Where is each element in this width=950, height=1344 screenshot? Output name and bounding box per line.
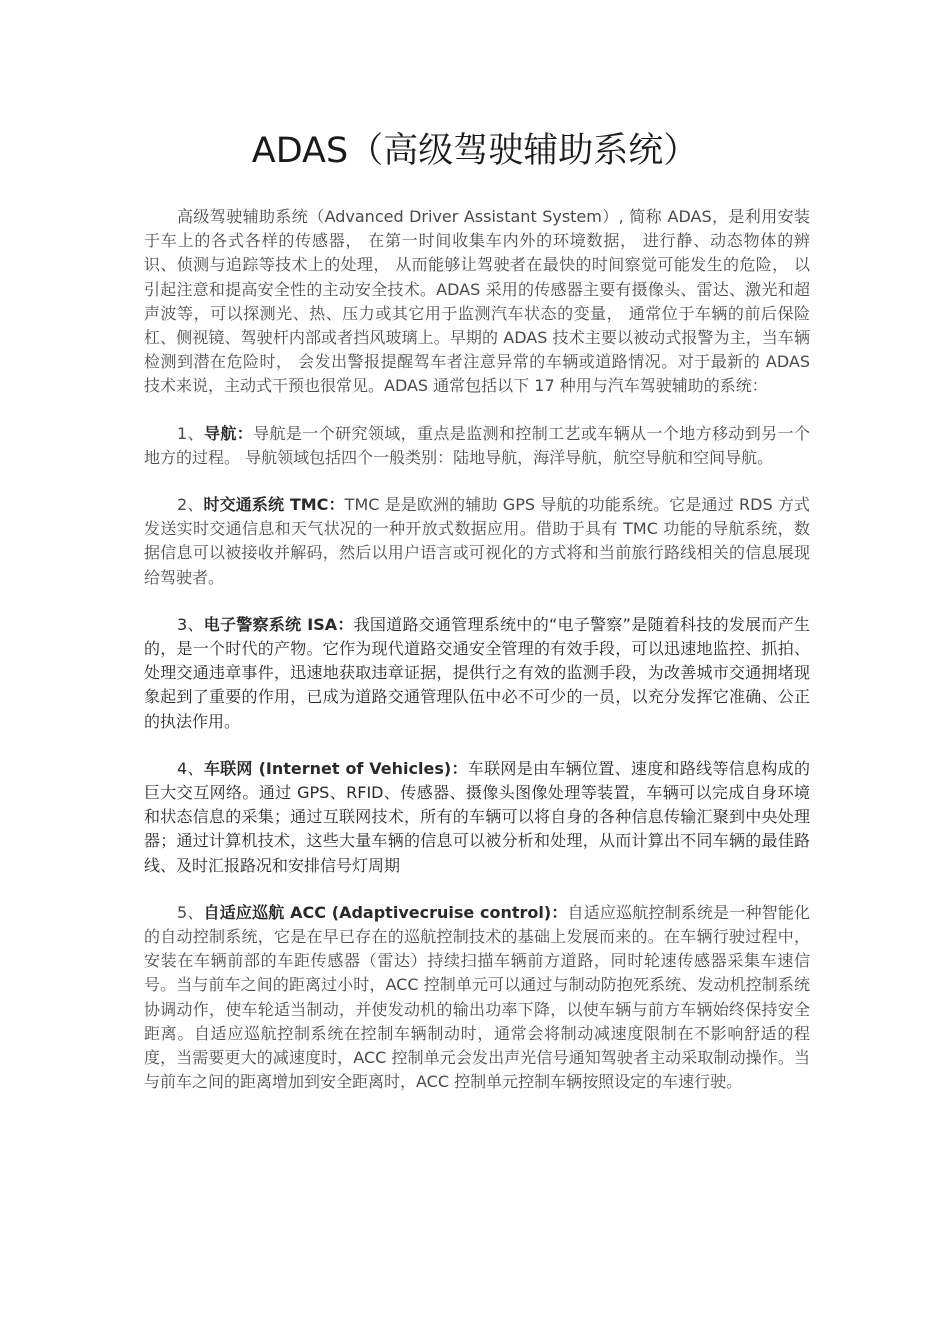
item-number: 4、	[177, 758, 204, 778]
item-text: TMC 是是欧洲的辅助 GPS 导航的功能系统。它是通过 RDS 方式发送实时交通信息和天气状况的一种开放式数据应用。借助于具有 TMC 功能的导航系统，数据信息可以被接收并解码，然后以用户语言或可视化的方式将和当前旅行路线相关的信息展现给驾驶者。	[144, 495, 810, 587]
item-paragraph-3	[144, 613, 810, 734]
item-heading: 导航：	[203, 423, 254, 443]
item-number: 2、	[177, 495, 204, 515]
item-number: 5、	[177, 902, 204, 922]
item-number: 3、	[177, 614, 204, 634]
item-paragraph-5	[144, 901, 810, 1095]
item-text: 自适应巡航控制系统是一种智能化的自动控制系统，它是在早已存在的巡航控制技术的基础上发展而来的。在车辆行驶过程中，安装在车辆前部的车距传感器（雷达）持续扫描车辆前方道路，同时轮速传感器采集车速信号。当与前车之间的距离过小时，ACC 控制单元可以通过与制动防抱死系统、发动机控制系统协调动作，使车轮适当制动，并使发动机的输出功率下降，以使车辆与前方车辆始终保持安全距离。自适应巡航控制系统在控制车辆制动时，通常会将制动减速度限制在不影响舒适的程度，当需要更大的减速度时，ACC 控制单元会发出声光信号通知驾驶者主动采取制动操作。当与前车之间的距离增加到安全距离时，ACC 控制单元控制车辆按照设定的车速行驶。	[144, 902, 810, 1092]
item-paragraph-4	[144, 757, 810, 878]
intro-paragraph: 高级驾驶辅助系统（Advanced Driver Assistant System）, 简称 ADAS，是利用安装于车上的各式各样的传感器， 在第一时间收集车内外的环境数据， 进行静、动态物体的辨识、侦测与追踪等技术上的处理， 从而能够让驾驶者在最快的时间察觉可能发生的危险， 以引起注意和提高安全性的主动安全技术。ADAS 采用的传感器主要有摄像头、雷达、激光和超声波等，可以探测光、热、压力或其它用于监测汽车状态的变量， 通常位于车辆的前后保险杠、侧视镜、驾驶杆内部或者挡风玻璃上。早期的 ADAS 技术主要以被动式报警为主，当车辆检测到潜在危险时， 会发出警报提醒驾车者注意异常的车辆或道路情况。对于最新的 ADAS 技术来说，主动式干预也很常见。ADAS 通常包括以下 17 种用与汽车驾驶辅助的系统：	[144, 207, 810, 396]
item-heading: 自适应巡航 ACC (Adaptivecruise control)：	[203, 902, 568, 922]
item-heading: 电子警察系统 ISA：	[203, 614, 354, 634]
item-paragraph-1	[144, 422, 810, 470]
item-text: 我国道路交通管理系统中的“电子警察”是随着科技的发展而产生的，是一个时代的产物。它作为现代道路交通安全管理的有效手段，可以迅速地监控、抓拍、处理交通违章事件，迅速地获取违章证据，提供行之有效的监测手段，为改善城市交通拥堵现象起到了重要的作用，已成为道路交通管理队伍中必不可少的一员，以充分发挥它准确、公正的执法作用。	[144, 614, 810, 731]
item-number: 1、	[177, 423, 204, 443]
document-title: ADAS（高级驾驶辅助系统）	[251, 131, 699, 171]
item-text: 车联网是由车辆位置、速度和路线等信息构成的巨大交互网络。通过 GPS、RFID、传感器、摄像头图像处理等装置，车辆可以完成自身环境和状态信息的采集；通过互联网技术，所有的车辆可以将自身的各种信息传输汇聚到中央处理器；通过计算机技术，这些大量车辆的信息可以被分析和处理，从而计算出不同车辆的最佳路线、及时汇报路况和安排信号灯周期	[144, 758, 810, 875]
item-paragraph-2	[144, 493, 810, 590]
document-body	[144, 205, 810, 1118]
item-heading: 时交通系统 TMC：	[203, 495, 345, 515]
item-text: 导航是一个研究领域，重点是监测和控制工艺或车辆从一个地方移动到另一个地方的过程。 导航领域包括四个一般类别：陆地导航，海洋导航，航空导航和空间导航。	[144, 423, 810, 467]
item-heading: 车联网 (Internet of Vehicles)：	[203, 758, 468, 778]
